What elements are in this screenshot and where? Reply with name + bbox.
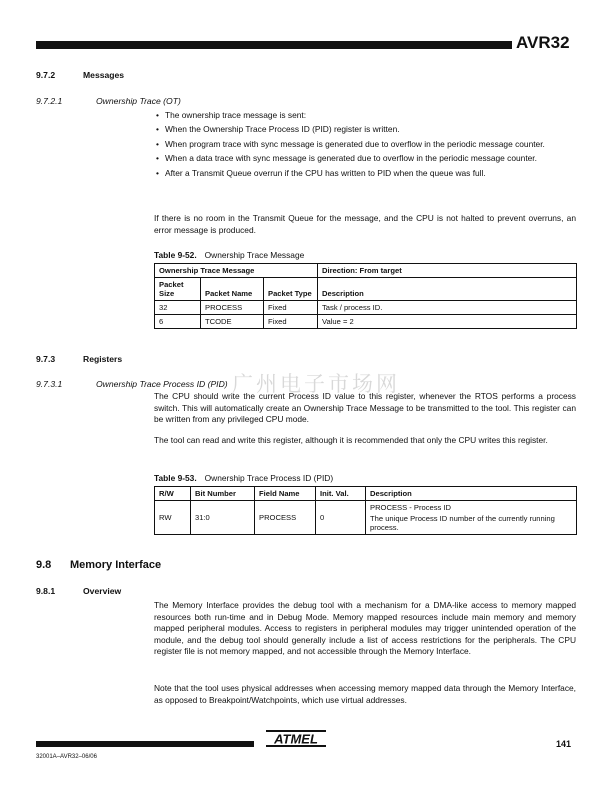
- bullet-item: • When the Ownership Trace Process ID (PID) register is written.: [154, 124, 576, 135]
- paragraph: Note that the tool uses physical addresses when accessing memory mapped data through the Memory Interface, as opposed to Breakpoint/Watchpoints, which use virtual addresses.: [154, 683, 576, 705]
- table-label: Table 9-52.: [154, 250, 197, 260]
- table-group-row: [155, 264, 577, 278]
- table-cell: Fixed: [264, 315, 318, 329]
- page-number: 141: [556, 739, 572, 749]
- table-header-row: [155, 278, 577, 301]
- footer-rule: [36, 741, 254, 747]
- subsection-title: Ownership Trace Process ID (PID): [96, 379, 228, 389]
- table-title: Ownership Trace Process ID (PID): [204, 473, 334, 483]
- table-cell: 0: [316, 501, 366, 535]
- table-cell: 32: [155, 301, 201, 315]
- table-cell: Value = 2: [318, 315, 577, 329]
- subsection-title: Ownership Trace (OT): [96, 96, 181, 106]
- section-number: 9.8.1: [36, 586, 56, 596]
- subsection-number: 9.7.2.1: [36, 96, 63, 106]
- subsection-number: 9.7.3.1: [36, 379, 63, 389]
- pid-register-table: [154, 486, 577, 535]
- section-title: Registers: [83, 354, 123, 364]
- header-title: AVR32: [516, 33, 570, 52]
- bullet-item: • When program trace with sync message is generated due to overflow in the periodic message counter.: [154, 139, 576, 150]
- logo-text: ATMEL: [274, 731, 318, 747]
- bullet-item: • When a data trace with sync message is generated due to overflow in the periodic message counter.: [154, 153, 576, 164]
- column-header: Packet Type: [264, 278, 318, 301]
- table-header-row: [155, 487, 577, 501]
- table-caption: [154, 473, 333, 483]
- atmel-logo: [266, 727, 326, 749]
- table-row: [155, 315, 577, 329]
- table-cell: 6: [155, 315, 201, 329]
- paragraph: If there is no room in the Transmit Queue for the message, and the CPU is not halted to prevent overruns, an error message is produced.: [154, 213, 576, 235]
- table-label: Table 9-53.: [154, 473, 197, 483]
- table-cell-description: [366, 501, 577, 535]
- paragraph: The CPU should write the current Process ID value to this register, whenever the RTOS performs a process switch. This will automatically create an Ownership Trace Message to be transmitted to the tool. This register can be written from any privileged CPU mode.: [154, 391, 576, 425]
- column-header: Bit Number: [191, 487, 255, 501]
- bullet-item: • After a Transmit Queue overrun if the CPU has written to PID when the queue was full.: [154, 168, 576, 179]
- table-group-header: Ownership Trace Message: [155, 264, 318, 278]
- table-cell: Task / process ID.: [318, 301, 577, 315]
- watermark-text: 广州电子市场网: [232, 372, 400, 396]
- column-header: Field Name: [255, 487, 316, 501]
- paragraph: The tool can read and write this register, although it is recommended that only the CPU writes this register.: [154, 435, 548, 445]
- column-header: Description: [318, 278, 577, 301]
- table-cell: PROCESS: [255, 501, 316, 535]
- table-cell: RW: [155, 501, 191, 535]
- column-header: R/W: [155, 487, 191, 501]
- table-caption: [154, 250, 304, 260]
- column-header: Packet Size: [155, 278, 201, 301]
- column-header: Packet Name: [201, 278, 264, 301]
- table-row: [155, 301, 577, 315]
- table-group-header: Direction: From target: [318, 264, 577, 278]
- section-title: Messages: [83, 70, 125, 80]
- section-title: Overview: [83, 586, 122, 596]
- table-cell: Fixed: [264, 301, 318, 315]
- document-code: 32001A–AVR32–06/06: [36, 754, 97, 760]
- header-rule: [36, 41, 512, 49]
- field-description-body: The unique Process ID number of the currently running process.: [370, 514, 555, 532]
- paragraph: The Memory Interface provides the debug tool with a mechanism for a DMA-like access to memory mapped resources both run-time and in Debug Mode. Memory mapped resources include main memory and memory mapped peripheral modules. Access to registers in peripheral modules may trigger unintended operation of the module, and the debug tool should generally include a list of access restrictions for the peripherals. The CPU register file is not memory mapped, and not accessible through the Memory Interface.: [154, 600, 576, 657]
- ownership-trace-message-table: [154, 263, 577, 329]
- column-header: Init. Val.: [316, 487, 366, 501]
- table-cell: 31:0: [191, 501, 255, 535]
- table-title: Ownership Trace Message: [204, 250, 305, 260]
- bullet-item: • The ownership trace message is sent:: [154, 110, 576, 121]
- section-number: 9.7.2: [36, 70, 56, 80]
- chapter-section-title: Memory Interface: [70, 559, 162, 571]
- bullet-list: [154, 110, 576, 182]
- table-cell: TCODE: [201, 315, 264, 329]
- field-description-title: PROCESS - Process ID: [370, 503, 452, 512]
- section-number: 9.7.3: [36, 354, 56, 364]
- chapter-section-number: 9.8: [36, 559, 52, 571]
- table-row: [155, 501, 577, 535]
- table-cell: PROCESS: [201, 301, 264, 315]
- column-header: Description: [366, 487, 577, 501]
